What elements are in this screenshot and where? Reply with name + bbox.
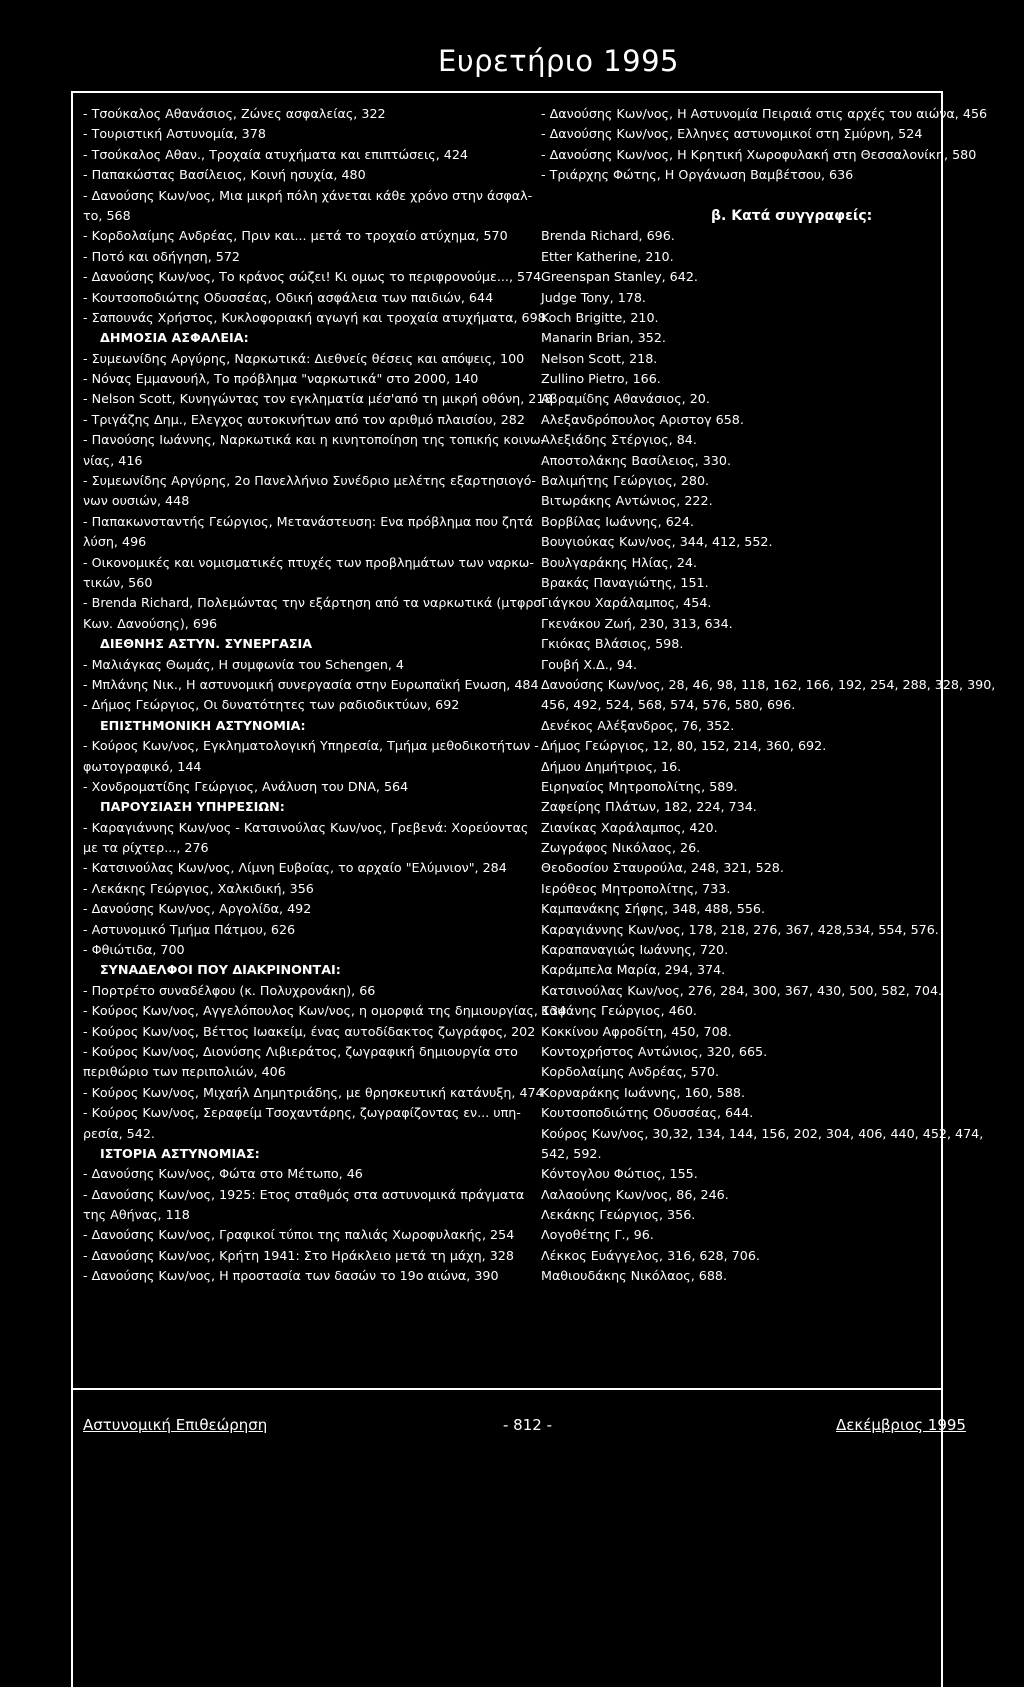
index-entry: Λαλαούνης Κων/νος, 86, 246. xyxy=(541,1186,729,1202)
index-entry: Βουγιούκας Κων/νος, 344, 412, 552. xyxy=(541,534,773,550)
index-entry: Ιερόθεος Μητροπολίτης, 733. xyxy=(541,880,731,896)
index-entry: - Κούρος Κων/νος, Διονύσης Λιβιεράτος, ζωγραφική δημιουργία στο xyxy=(83,1043,518,1059)
index-entry: Ζωγράφος Νικόλαος, 26. xyxy=(541,840,701,856)
index-entry: - Φθιώτιδα, 700 xyxy=(83,942,185,958)
index-entry: Δήμου Δημήτριος, 16. xyxy=(541,758,682,774)
index-entry: - Πανούσης Ιωάννης, Ναρκωτικά και η κινητοποίηση της τοπικής κοινω- xyxy=(83,432,546,448)
index-entry: Καραγιάννης Κων/νος, 178, 218, 276, 367, 428,534, 554, 576. xyxy=(541,921,939,937)
index-entry: 456, 492, 524, 568, 574, 576, 580, 696. xyxy=(541,697,796,713)
index-entry: Βορβίλας Ιωάννης, 624. xyxy=(541,513,694,529)
index-entry: - Δανούσης Κων/νος, Το κράνος σώζει! Κι ομως το περιφρονούμε..., 574 xyxy=(83,269,542,285)
index-entry: Δανούσης Κων/νος, 28, 46, 98, 118, 162, 166, 192, 254, 288, 328, 390, xyxy=(541,676,996,692)
index-entry: - Αστυνομικό Τμήμα Πάτμου, 626 xyxy=(83,921,296,937)
index-entry: - Brenda Richard, Πολεμώντας την εξάρτηση από τα ναρκωτικά (μτφρσ. xyxy=(83,595,546,611)
index-entry: Κορναράκης Ιωάννης, 160, 588. xyxy=(541,1084,745,1100)
index-entry: Ζαφείρης Πλάτων, 182, 224, 734. xyxy=(541,799,757,815)
index-entry: - Τουριστική Αστυνομία, 378 xyxy=(83,126,266,142)
index-entry: ρεσία, 542. xyxy=(83,1125,155,1141)
index-entry: Κατσινούλας Κων/νος, 276, 284, 300, 367, 430, 500, 582, 704. xyxy=(541,982,943,998)
index-entry: Etter Katherine, 210. xyxy=(541,248,674,264)
footer-page-number: - 812 - xyxy=(503,1416,552,1434)
index-entry: Βρακάς Παναγιώτης, 151. xyxy=(541,574,709,590)
index-entry: - Δανούσης Κων/νος, Η Κρητική Χωροφυλακή στη Θεσσαλονίκη, 580 xyxy=(541,146,977,162)
index-entry: - Nelson Scott, Κυνηγώντας τον εγκληματία μέσ'από τη μικρή οθόνη, 218 xyxy=(83,391,553,407)
index-entry: Judge Tony, 178. xyxy=(541,289,646,305)
index-entry: - Παπακωνσταντής Γεώργιος, Μετανάστευση: Ενα πρόβλημα που ζητά xyxy=(83,513,533,529)
index-entry: - Καραγιάννης Κων/νος - Κατσινούλας Κων/νος, Γρεβενά: Χορεύοντας xyxy=(83,819,529,835)
index-entry: Κορδολαίμης Ανδρέας, 570. xyxy=(541,1064,719,1080)
index-entry: - Κούρος Κων/νος, Μιχαήλ Δημητριάδης, με θρησκευτική κατάνυξη, 474 xyxy=(83,1084,544,1100)
index-entry: νων ουσιών, 448 xyxy=(83,493,190,509)
index-entry: φωτογραφικό, 144 xyxy=(83,758,202,774)
index-entry: Καμπανάκης Σήφης, 348, 488, 556. xyxy=(541,901,766,917)
page-title: Ευρετήριο 1995 xyxy=(438,44,680,78)
index-entry: Καράμπελα Μαρία, 294, 374. xyxy=(541,962,726,978)
index-entry: Λεκάκης Γεώργιος, 356. xyxy=(541,1207,696,1223)
index-entry: - Δανούσης Κων/νος, Κρήτη 1941: Στο Ηράκλειο μετά τη μάχη, 328 xyxy=(83,1247,514,1263)
index-entry: Βαλιμήτης Γεώργιος, 280. xyxy=(541,473,710,489)
index-entry: Greenspan Stanley, 642. xyxy=(541,269,698,285)
index-entry: Θεοδοσίου Σταυρούλα, 248, 321, 528. xyxy=(541,860,784,876)
index-entry: Δενέκος Αλέξανδρος, 76, 352. xyxy=(541,717,735,733)
index-entry: Ειρηναίος Μητροπολίτης, 589. xyxy=(541,778,738,794)
index-entry: Κων. Δανούσης), 696 xyxy=(83,615,218,631)
index-entry: - Νόνας Εμμανουήλ, Το πρόβλημα "ναρκωτικά" στο 2000, 140 xyxy=(83,371,479,387)
left-column xyxy=(83,104,567,1287)
index-entry: - Δανούσης Κων/νος, Μια μικρή πόλη χάνεται κάθε χρόνο στην άσφαλ- xyxy=(83,187,533,203)
index-entry: - Κατσινούλας Κων/νος, Λίμνη Ευβοίας, το αρχαίο "Ελύμνιον", 284 xyxy=(83,860,507,876)
index-entry: - Κούρος Κων/νος, Βέττος Ιωακείμ, ένας αυτοδίδακτος ζωγράφος, 202 xyxy=(83,1023,536,1039)
index-entry xyxy=(541,186,943,206)
index-entry: Κόντογλου Φώτιος, 155. xyxy=(541,1166,698,1182)
index-entry: - Κουτσοποδιώτης Οδυσσέας, Οδική ασφάλεια των παιδιών, 644 xyxy=(83,289,494,305)
index-entry: - Λεκάκης Γεώργιος, Χαλκιδική, 356 xyxy=(83,880,314,896)
index-entry: - Συμεωνίδης Αργύρης, Ναρκωτικά: Διεθνείς θέσεις και απόψεις, 100 xyxy=(83,350,525,366)
index-entry: - Δανούσης Κων/νος, Η Αστυνομία Πειραιά στις αρχές του αιώνα, 456 xyxy=(541,106,988,121)
section-heading: ΠΑΡΟΥΣΙΑΣΗ ΥΠΗΡΕΣΙΩΝ: xyxy=(100,799,285,815)
index-entry: Καψάνης Γεώργιος, 460. xyxy=(541,1003,697,1019)
section-heading: ΔΙΕΘΝΗΣ ΑΣΤΥΝ. ΣΥΝΕΡΓΑΣΙΑ xyxy=(100,636,313,652)
footer-publication: Αστυνομική Επιθεώρηση xyxy=(83,1416,268,1434)
section-subheading: β. Κατά συγγραφείς: xyxy=(711,207,873,224)
index-entry: Αποστολάκης Βασίλειος, 330. xyxy=(541,452,731,468)
index-entry: - Δανούσης Κων/νος, Αργολίδα, 492 xyxy=(83,901,312,917)
index-entry: - Τσούκαλος Αθαν., Τροχαία ατυχήματα και επιπτώσεις, 424 xyxy=(83,146,468,162)
index-entry: - Τσούκαλος Αθανάσιος, Ζώνες ασφαλείας, 322 xyxy=(83,106,386,121)
index-entry: Brenda Richard, 696. xyxy=(541,228,675,244)
index-entry: Αλεξανδρόπουλος Αριστογ 658. xyxy=(541,411,744,427)
index-entry: - Κούρος Κων/νος, Αγγελόπουλος Κων/νος, η ομορφιά της δημιουργίας, 134 xyxy=(83,1003,567,1019)
index-entry: με τα ρίχτερ..., 276 xyxy=(83,840,209,856)
index-entry: - Οικονομικές και νομισματικές πτυχές των προβλημάτων των ναρκω- xyxy=(83,554,534,570)
index-entry: - Ποτό και οδήγηση, 572 xyxy=(83,248,240,264)
index-entry: Κοντοχρήστος Αντώνιος, 320, 665. xyxy=(541,1043,768,1059)
index-entry: - Πορτρέτο συναδέλφου (κ. Πολυχρονάκη), 66 xyxy=(83,982,376,998)
section-heading: ΙΣΤΟΡΙΑ ΑΣΤΥΝΟΜΙΑΣ: xyxy=(100,1145,260,1161)
index-entry: 542, 592. xyxy=(541,1145,602,1161)
index-entry: το, 568 xyxy=(83,207,131,223)
index-entry: - Δανούσης Κων/νος, 1925: Ετος σταθμός στα αστυνομικά πράγματα xyxy=(83,1186,525,1202)
index-entry: - Μπλάνης Νικ., Η αστυνομική συνεργασία στην Ευρωπαϊκή Ενωση, 484 xyxy=(83,676,539,692)
index-entry: Manarin Brian, 352. xyxy=(541,330,666,346)
index-entry: Κούρος Κων/νος, 30,32, 134, 144, 156, 202, 304, 406, 440, 452, 474, xyxy=(541,1125,984,1141)
section-heading: ΕΠΙΣΤΗΜΟΝΙΚΗ ΑΣΤΥΝΟΜΙΑ: xyxy=(100,717,306,733)
index-entry: Αλεξιάδης Στέργιος, 84. xyxy=(541,432,697,448)
index-entry: Κοκκίνου Αφροδίτη, 450, 708. xyxy=(541,1023,732,1039)
index-entry: - Δανούσης Κων/νος, Γραφικοί τύποι της παλιάς Χωροφυλακής, 254 xyxy=(83,1227,515,1243)
index-entry: Λογοθέτης Γ., 96. xyxy=(541,1227,654,1243)
index-entry: Zullino Pietro, 166. xyxy=(541,371,661,387)
frame-bottom-rule xyxy=(71,1388,943,1390)
index-entry: - Κούρος Κων/νος, Σεραφείμ Τσοχαντάρης, ζωγραφίζοντας εν... υπη- xyxy=(83,1105,521,1121)
index-entry: - Δήμος Γεώργιος, Οι δυνατότητες των ραδιοδικτύων, 692 xyxy=(83,697,460,713)
index-entry: περιθώριο των περιπολιών, 406 xyxy=(83,1064,286,1080)
index-entry: Κουτσοποδιώτης Οδυσσέας, 644. xyxy=(541,1105,754,1121)
index-entry: Μαθιουδάκης Νικόλαος, 688. xyxy=(541,1268,728,1284)
index-entry: - Δανούσης Κων/νος, Φώτα στο Μέτωπο, 46 xyxy=(83,1166,363,1182)
index-entry: Ζιανίκας Χαράλαμπος, 420. xyxy=(541,819,718,835)
index-entry: Koch Brigitte, 210. xyxy=(541,309,659,325)
index-entry: λύση, 496 xyxy=(83,534,147,550)
index-entry: - Κούρος Κων/νος, Εγκληματολογική Υπηρεσία, Τμήμα μεθοδικοτήτων - xyxy=(83,738,539,754)
index-entry: - Σαπουνάς Χρήστος, Κυκλοφοριακή αγωγή και τροχαία ατυχήματα, 698 xyxy=(83,309,546,325)
index-entry: Βιτωράκης Αντώνιος, 222. xyxy=(541,493,713,509)
index-entry: - Χονδροματίδης Γεώργιος, Ανάλυση του DNA, 564 xyxy=(83,778,409,794)
index-entry: - Κορδολαίμης Ανδρέας, Πριν και... μετά το τροχαίο ατύχημα, 570 xyxy=(83,228,508,244)
index-entry: Βουλγαράκης Ηλίας, 24. xyxy=(541,554,697,570)
footer-date: Δεκέμβριος 1995 xyxy=(836,1416,966,1434)
index-entry: - Τριγάζης Δημ., Ελεγχος αυτοκινήτων από τον αριθμό πλαισίου, 282 xyxy=(83,411,525,427)
right-column xyxy=(541,104,996,1287)
index-entry: - Συμεωνίδης Αργύρης, 2ο Πανελλήνιο Συνέδριο μελέτης εξαρτησιογό- xyxy=(83,473,536,489)
index-entry: Γκενάκου Ζωή, 230, 313, 634. xyxy=(541,615,733,631)
index-entry: - Τριάρχης Φώτης, Η Οργάνωση Βαμβέτσου, 636 xyxy=(541,167,854,183)
index-entry: - Δανούσης Κων/νος, Η προστασία των δασών τo 19ο αιώνα, 390 xyxy=(83,1268,499,1284)
index-entry: τικών, 560 xyxy=(83,574,153,590)
index-entry: Γιάγκου Χαράλαμπος, 454. xyxy=(541,595,712,611)
index-entry: - Παπακώστας Βασίλειος, Κοινή ησυχία, 480 xyxy=(83,167,366,183)
index-entry: Nelson Scott, 218. xyxy=(541,350,658,366)
index-entry: Αβραμίδης Αθανάσιος, 20. xyxy=(541,391,710,407)
section-heading: ΣΥΝΑΔΕΛΦΟΙ ΠΟΥ ΔΙΑΚΡΙΝΟΝΤΑΙ: xyxy=(100,962,341,978)
index-entry: Γουβή Χ.Δ., 94. xyxy=(541,656,638,672)
section-heading: ΔΗΜΟΣΙΑ ΑΣΦΑΛΕΙΑ: xyxy=(100,330,249,346)
index-entry: Λέκκος Ευάγγελος, 316, 628, 706. xyxy=(541,1247,760,1263)
index-entry: - Δανούσης Κων/νος, Ελληνες αστυνομικοί στη Σμύρνη, 524 xyxy=(541,126,923,142)
index-entry: Γκιόκας Βλάσιος, 598. xyxy=(541,636,684,652)
index-entry: νίας, 416 xyxy=(83,452,143,468)
index-entry: της Αθήνας, 118 xyxy=(83,1207,190,1223)
index-entry: Καραπαναγιώς Ιωάννης, 720. xyxy=(541,942,729,958)
index-entry: - Μαλιάγκας Θωμάς, Η συμφωνία του Schengen, 4 xyxy=(83,656,405,672)
index-entry: Δήμος Γεώργιος, 12, 80, 152, 214, 360, 692. xyxy=(541,738,827,754)
